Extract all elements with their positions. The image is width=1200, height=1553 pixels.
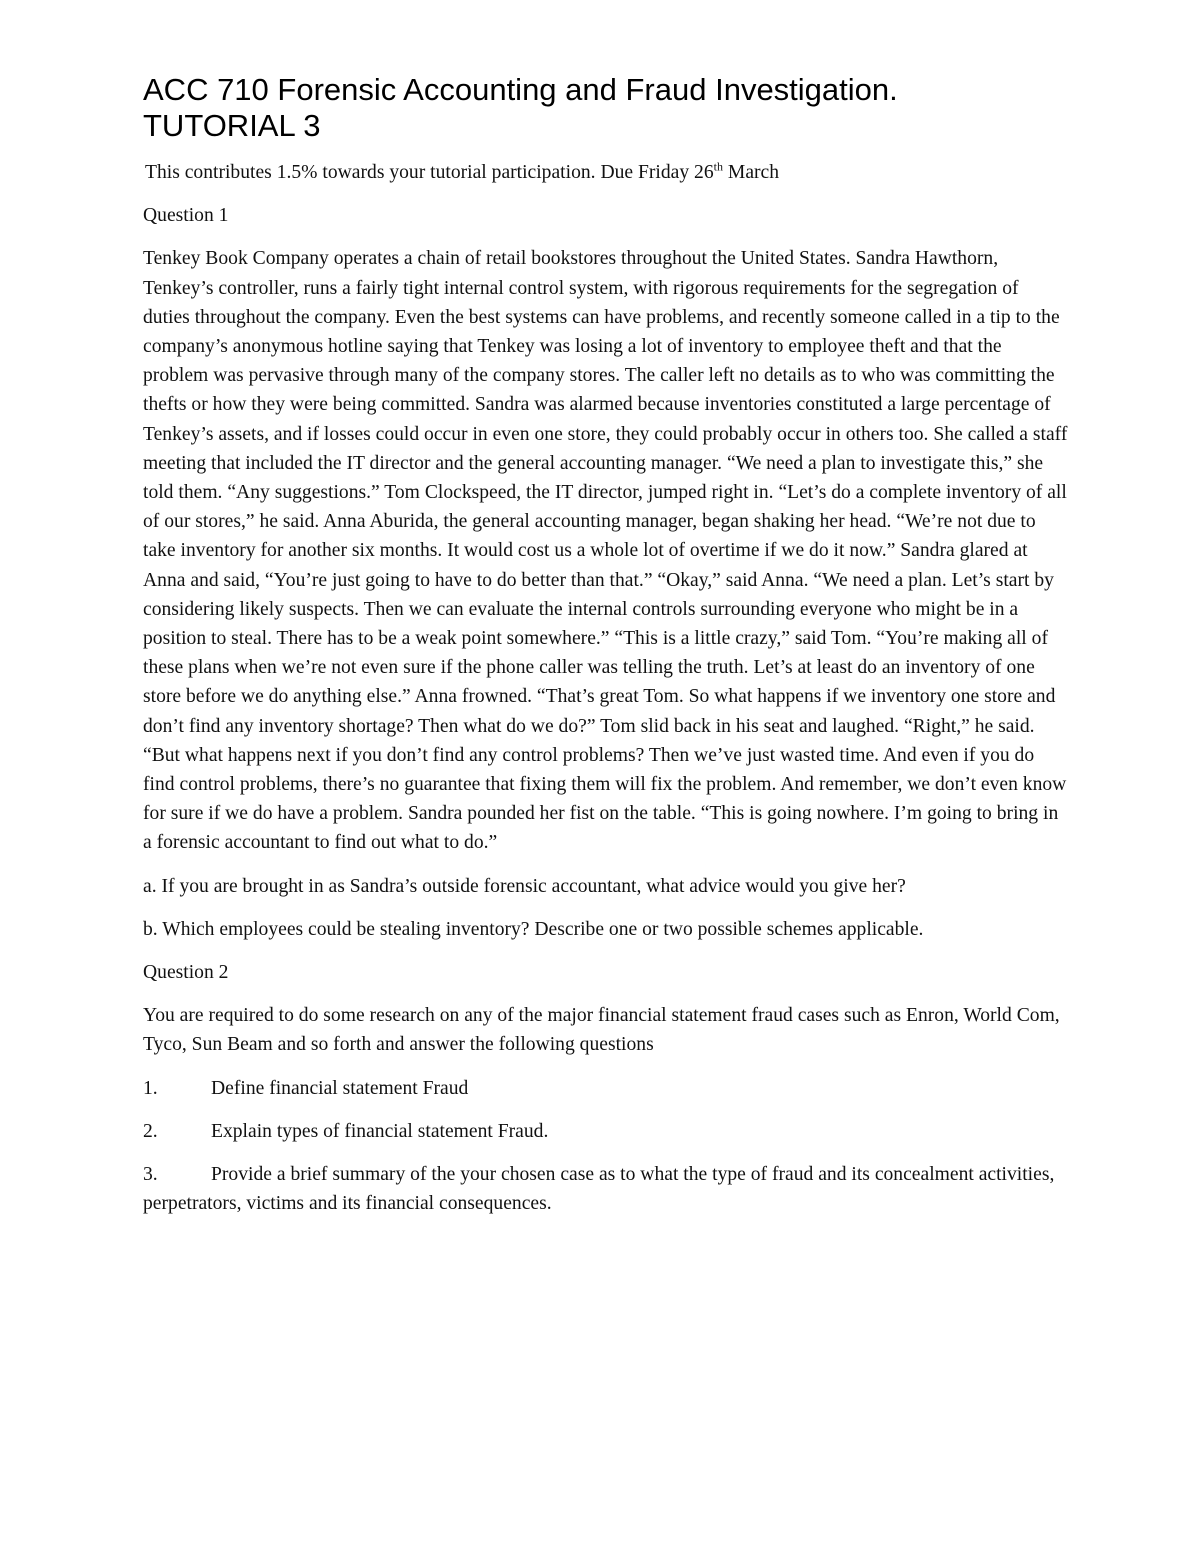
list-item-text: Provide a brief summary of the your chosen case as to what the type of fraud and its concealment activities, perpetrators, victims and its financial consequences. [143,1164,1055,1215]
question-2-intro: You are required to do some research on any of the major financial statement fraud cases such as Enron, World Com, Tyco, Sun Beam and so forth and answer the following questions [143,1005,1060,1056]
question-2-heading: Question 2 [143,962,229,984]
title-line-1: ACC 710 Forensic Accounting and Fraud Investigation. [143,72,898,107]
contribution-text: This contributes 1.5% towards your tutorial participation. Due Friday 26 [145,162,714,183]
question-1-case-text: Tenkey Book Company operates a chain of retail bookstores throughout the United States. Sandra Hawthorn, Tenkey’s controller, runs a fairly tight internal control system, with rigorous requirements for the segregation of duties throughout the company. Even the best systems can have problems, and recently someone called in a tip to the company’s anonymous hotline saying that Tenkey was losing a lot of inventory to employee theft and that the problem was pervasive through many of the company stores. The caller left no details as to who was committing the thefts or how they were being committed. Sandra was alarmed because inventories constituted a large percentage of Tenkey’s assets, and if losses could occur in even one store, they could probably occur in others too. She called a staff meeting that included the IT director and the general accounting manager. “We need a plan to investigate this,” she told them. “Any suggestions.” Tom Clockspeed, the IT director, jumped right in. “Let’s do a complete inventory of all of our stores,” he said. Anna Aburida, the general accounting manager, began shaking her head. “We’re not due to take inventory for another six months. It would cost us a whole lot of overtime if we do it now.” Sandra glared at Anna and said, “You’re just going to have to do better than that.” “Okay,” said Anna. “We need a plan. Let’s start by considering likely suspects. Then we can evaluate the internal controls surrounding everyone who might be in a position to steal. There has to be a weak point somewhere.” “This is a little crazy,” said Tom. “You’re making all of these plans when we’re not even sure if the phone caller was telling the truth. Let’s at least do an inventory of one store before we do anything else.” Anna frowned. “That’s great Tom. So what happens if we inventory one store and don’t find any inventory shortage? Then what do we do?” Tom slid back in his seat and laughed. “Right,” he said. “But what happens next if you don’t find any control problems? Then we’ve just wasted time. And even if you do find control problems, there’s no guarantee that fixing them will fix the problem. And remember, we don’t even know for sure if we do have a problem. Sandra pounded her fist on the table. “This is going nowhere. I’m going to bring in a forensic accountant to find out what to do.” [143,248,1068,854]
question-1-heading: Question 1 [143,205,229,227]
question-1-part-b: b. Which employees could be stealing inventory? Describe one or two possible schemes applicable. [143,918,924,940]
list-item [143,1160,1068,1218]
contribution-note [145,158,1068,187]
list-item-number: 1. [143,1077,158,1099]
list-item-text: Define financial statement Fraud [211,1077,469,1099]
list-item-text: Explain types of financial statement Fraud. [211,1120,549,1142]
document-title [143,72,1068,144]
list-item [143,1117,1068,1146]
list-item [143,1074,1068,1103]
contribution-month: March [723,162,780,183]
contribution-superscript: th [713,159,723,174]
list-item-number: 3. [143,1164,158,1186]
list-item-number: 2. [143,1120,158,1142]
document-page [143,72,1068,1219]
title-line-2: TUTORIAL 3 [143,108,321,143]
question-1-part-a: a. If you are brought in as Sandra’s outside forensic accountant, what advice would you give her? [143,875,906,897]
